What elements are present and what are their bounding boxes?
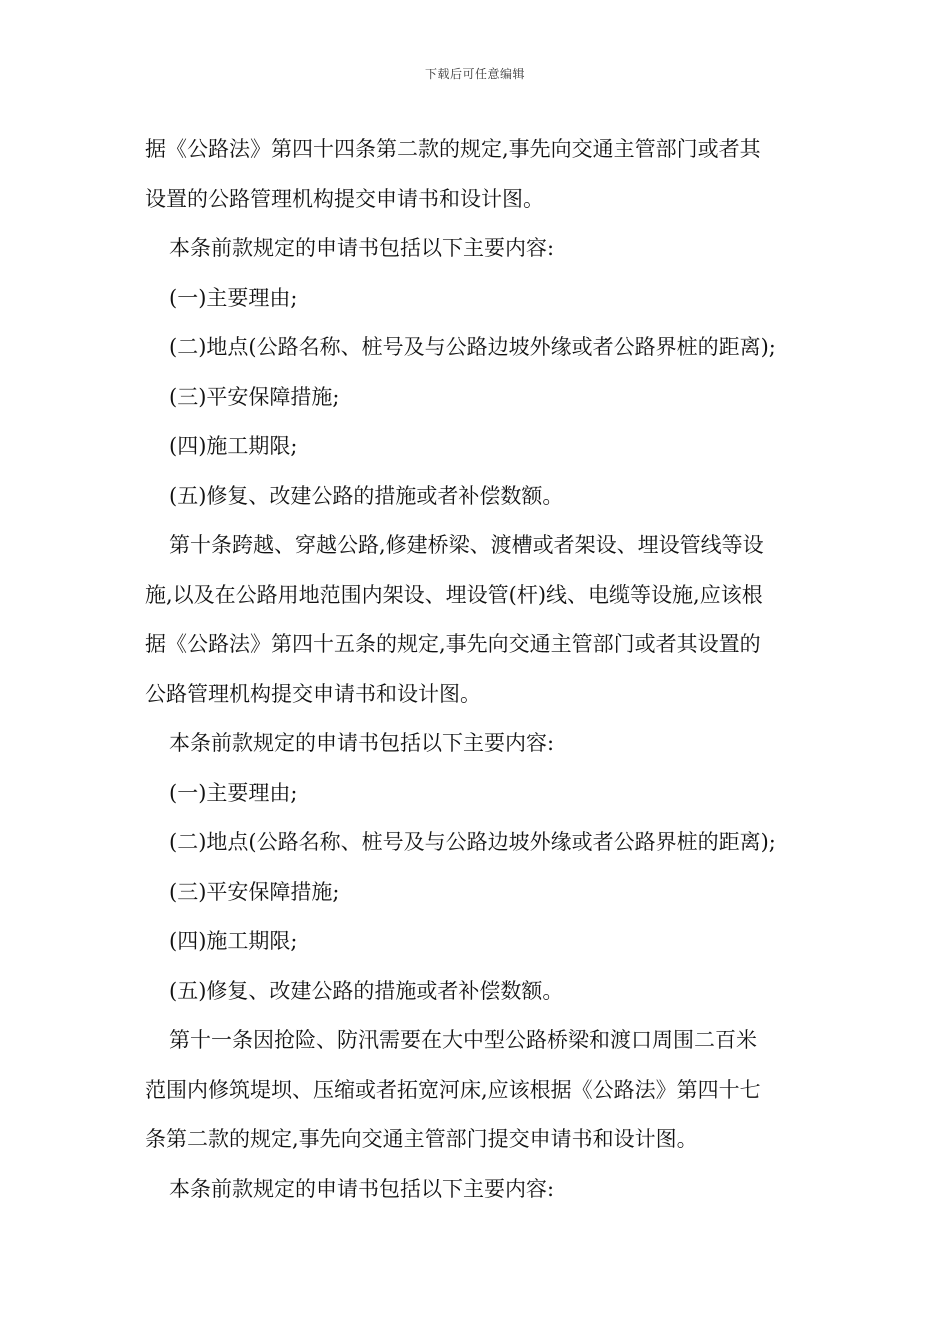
text-line: 本条前款规定的申请书包括以下主要内容: xyxy=(169,1176,555,1201)
text-line: 据《公路法》第四十五条的规定,事先向交通主管部门或者其设置的 xyxy=(145,632,761,656)
text-line: (五)修复、改建公路的措施或者补偿数额。 xyxy=(169,483,564,508)
text-line: 范围内修筑堤坝、压缩或者拓宽河床,应该根据《公路法》第四十七 xyxy=(145,1077,761,1102)
text-line: 本条前款规定的申请书包括以下主要内容: xyxy=(169,731,555,755)
page-header: 下载后可任意编辑 xyxy=(424,67,525,81)
text-line: 第十条跨越、穿越公路,修建桥梁、渡槽或者架设、埋设管线等设 xyxy=(169,533,764,557)
text-line: (一)主要理由; xyxy=(169,285,298,310)
text-line: (四)施工期限; xyxy=(169,434,298,458)
text-line: (三)平安保障措施; xyxy=(169,384,340,409)
text-line: (二)地点(公路名称、桩号及与公路边坡外缘或者公路界桩的距离); xyxy=(169,335,776,359)
text-line: (四)施工期限; xyxy=(169,929,298,953)
text-line: (三)平安保障措施; xyxy=(169,879,340,904)
text-line: 公路管理机构提交申请书和设计图。 xyxy=(145,681,481,706)
text-line: 条第二款的规定,事先向交通主管部门提交申请书和设计图。 xyxy=(145,1127,698,1151)
text-line: (二)地点(公路名称、桩号及与公路边坡外缘或者公路界桩的距离); xyxy=(169,830,776,854)
document-body xyxy=(145,125,809,1214)
text-line: 据《公路法》第四十四条第二款的规定,事先向交通主管部门或者其 xyxy=(145,137,761,161)
text-line: (一)主要理由; xyxy=(169,780,298,805)
text-line: 设置的公路管理机构提交申请书和设计图。 xyxy=(145,186,544,211)
text-line: 本条前款规定的申请书包括以下主要内容: xyxy=(169,236,555,260)
text-line: 施,以及在公路用地范围内架设、埋设管(杆)线、电缆等设施,应该根 xyxy=(145,582,763,607)
text-line: 第十一条因抢险、防汛需要在大中型公路桥梁和渡口周围二百米 xyxy=(169,1028,757,1052)
text-line: (五)修复、改建公路的措施或者补偿数额。 xyxy=(169,978,564,1003)
